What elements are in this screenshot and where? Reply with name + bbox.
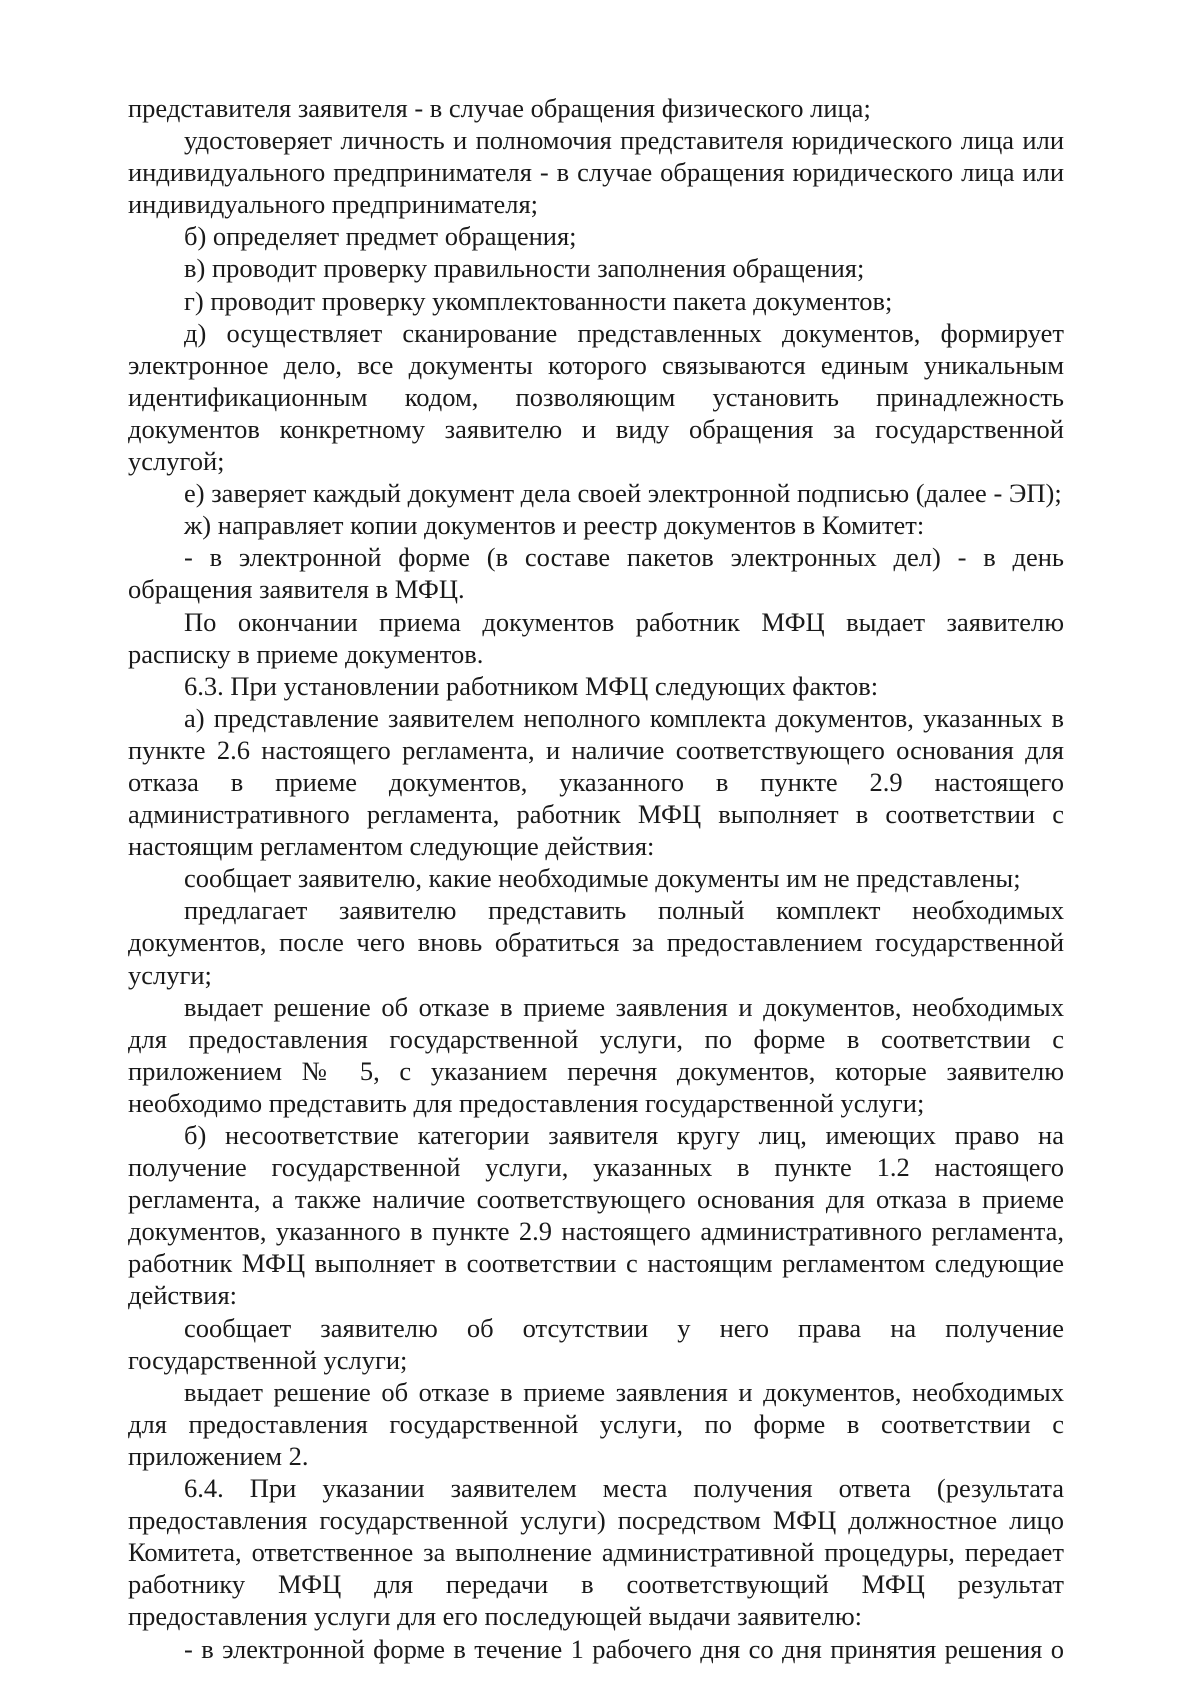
paragraph-20: - в электронной форме в течение 1 рабочего дня со дня принятия решения о bbox=[184, 1633, 1064, 1664]
paragraph-17: сообщает заявителю об отсутствии у него права на получение государственной услуги; bbox=[128, 1312, 1064, 1375]
paragraph-16: б) несоответствие категории заявителя кругу лиц, имеющих право на получение государственной услуги, указанных в пункте 1.2 настоящего регламента, а также наличие соответствующего основания для отказа в приеме документов, указанного в пункте 2.9 настоящего административного регламента, работник МФЦ выполняет в соответствии с настоящим регламентом следующие действия: bbox=[128, 1120, 1064, 1311]
paragraph-3: б) определяет предмет обращения; bbox=[184, 221, 577, 252]
paragraph-13: сообщает заявителю, какие необходимые документы им не представлены; bbox=[184, 863, 1021, 894]
paragraph-5: г) проводит проверку укомплектованности пакета документов; bbox=[184, 285, 893, 316]
paragraph-9: - в электронной форме (в составе пакетов электронных дел) - в день обращения заявителя в МФЦ. bbox=[128, 542, 1064, 605]
paragraph-4: в) проводит проверку правильности заполнения обращения; bbox=[184, 253, 865, 284]
paragraph-7: е) заверяет каждый документ дела своей электронной подписью (далее - ЭП); bbox=[184, 478, 1062, 509]
document-page bbox=[128, 92, 1064, 1665]
paragraph-15: выдает решение об отказе в приеме заявления и документов, необходимых для предоставления государственной услуги, по форме в соответствии с приложением № 5, с указанием перечня документов, которые заявителю необходимо представить для предоставления государственной услуги; bbox=[128, 991, 1064, 1118]
paragraph-19: 6.4. При указании заявителем места получения ответа (результата предоставления государственной услуги) посредством МФЦ должностное лицо Комитета, ответственное за выполнение административной процедуры, передает работнику МФЦ для передачи в соответствующий МФЦ результат предоставления услуги для его последующей выдачи заявителю: bbox=[128, 1473, 1064, 1632]
paragraph-11: 6.3. При установлении работником МФЦ следующих фактов: bbox=[184, 670, 879, 701]
paragraph-6: д) осуществляет сканирование представленных документов, формирует электронное дело, все документы которого связываются единым уникальным идентификационным кодом, позволяющим установить принадлежность документов конкретному заявителю и виду обращения за государственной услугой; bbox=[128, 317, 1064, 477]
paragraph-1: представителя заявителя - в случае обращения физического лица; bbox=[128, 93, 871, 123]
paragraph-14: предлагает заявителю представить полный комплект необходимых документов, после чего вновь обратиться за предоставлением государственной услуги; bbox=[128, 895, 1064, 990]
paragraph-8: ж) направляет копии документов и реестр документов в Комитет: bbox=[184, 510, 925, 541]
paragraph-18: выдает решение об отказе в приеме заявления и документов, необходимых для предоставления государственной услуги, по форме в соответствии с приложением 2. bbox=[128, 1376, 1064, 1471]
paragraph-10: По окончании приема документов работник МФЦ выдает заявителю расписку в приеме документов. bbox=[128, 606, 1064, 669]
paragraph-2: удостоверяет личность и полномочия представителя юридического лица или индивидуального предпринимателя - в случае обращения юридического лица или индивидуального предпринимателя; bbox=[128, 125, 1064, 220]
paragraph-12: а) представление заявителем неполного комплекта документов, указанных в пункте 2.6 настоящего регламента, и наличие соответствующего основания для отказа в приеме документов, указанного в пункте 2.9 настоящего административного регламента, работник МФЦ выполняет в соответствии с настоящим регламентом следующие действия: bbox=[128, 702, 1064, 862]
